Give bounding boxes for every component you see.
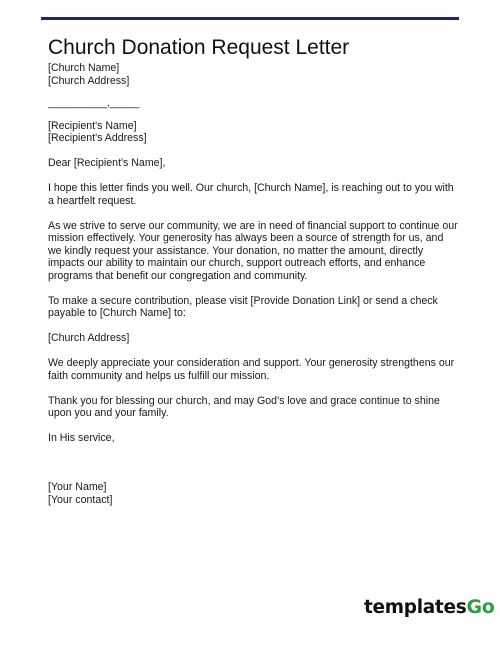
paragraph-appreciation: We deeply appreciate your consideration and support. Your generosity strengthens our faith community and helps us fulfill our mission. xyxy=(48,357,455,382)
paragraph-contribution: To make a secure contribution, please visit [Provide Donation Link] or send a check payable to [Church Name] to: xyxy=(48,294,438,319)
logo-text-templates: templates xyxy=(364,597,467,618)
page-title: Church Donation Request Letter xyxy=(48,36,350,59)
closing: In His service, xyxy=(48,432,115,444)
paragraph-need: As we strive to serve our community, we are in need of financial support to continue our mission effectively. Your generosity has always been a source of strength for us, and we kindly request your assistance. Your donation, no matter the amount, directly impacts our ability to maintain our church, support outreach efforts, and enhance programs that benefit our congregation and community. xyxy=(48,219,458,282)
signature-contact: [Your contact] xyxy=(48,493,113,506)
paragraph-thanks: Thank you for blessing our church, and may God's love and grace continue to shine upon you and your family. xyxy=(48,394,440,419)
sender-name: [Church Name] xyxy=(48,62,120,74)
logo-text-go: Go xyxy=(466,596,495,618)
letter-body xyxy=(48,36,458,506)
recipient-address: [Recipient's Address] xyxy=(48,132,147,144)
templatesgo-logo xyxy=(364,596,495,618)
signature-name: [Your Name] xyxy=(48,481,107,493)
paragraph-intro: I hope this letter finds you well. Our church, [Church Name], is reaching out to you with a heartfelt request. xyxy=(48,182,454,207)
paragraph-address: [Church Address] xyxy=(48,332,130,344)
recipient-name: [Recipient's Name] xyxy=(48,119,137,132)
sender-address: [Church Address] xyxy=(48,74,130,87)
header-rule xyxy=(41,17,459,20)
salutation: Dear [Recipient's Name], xyxy=(48,157,166,169)
date-line: __________,_____ xyxy=(48,97,140,109)
